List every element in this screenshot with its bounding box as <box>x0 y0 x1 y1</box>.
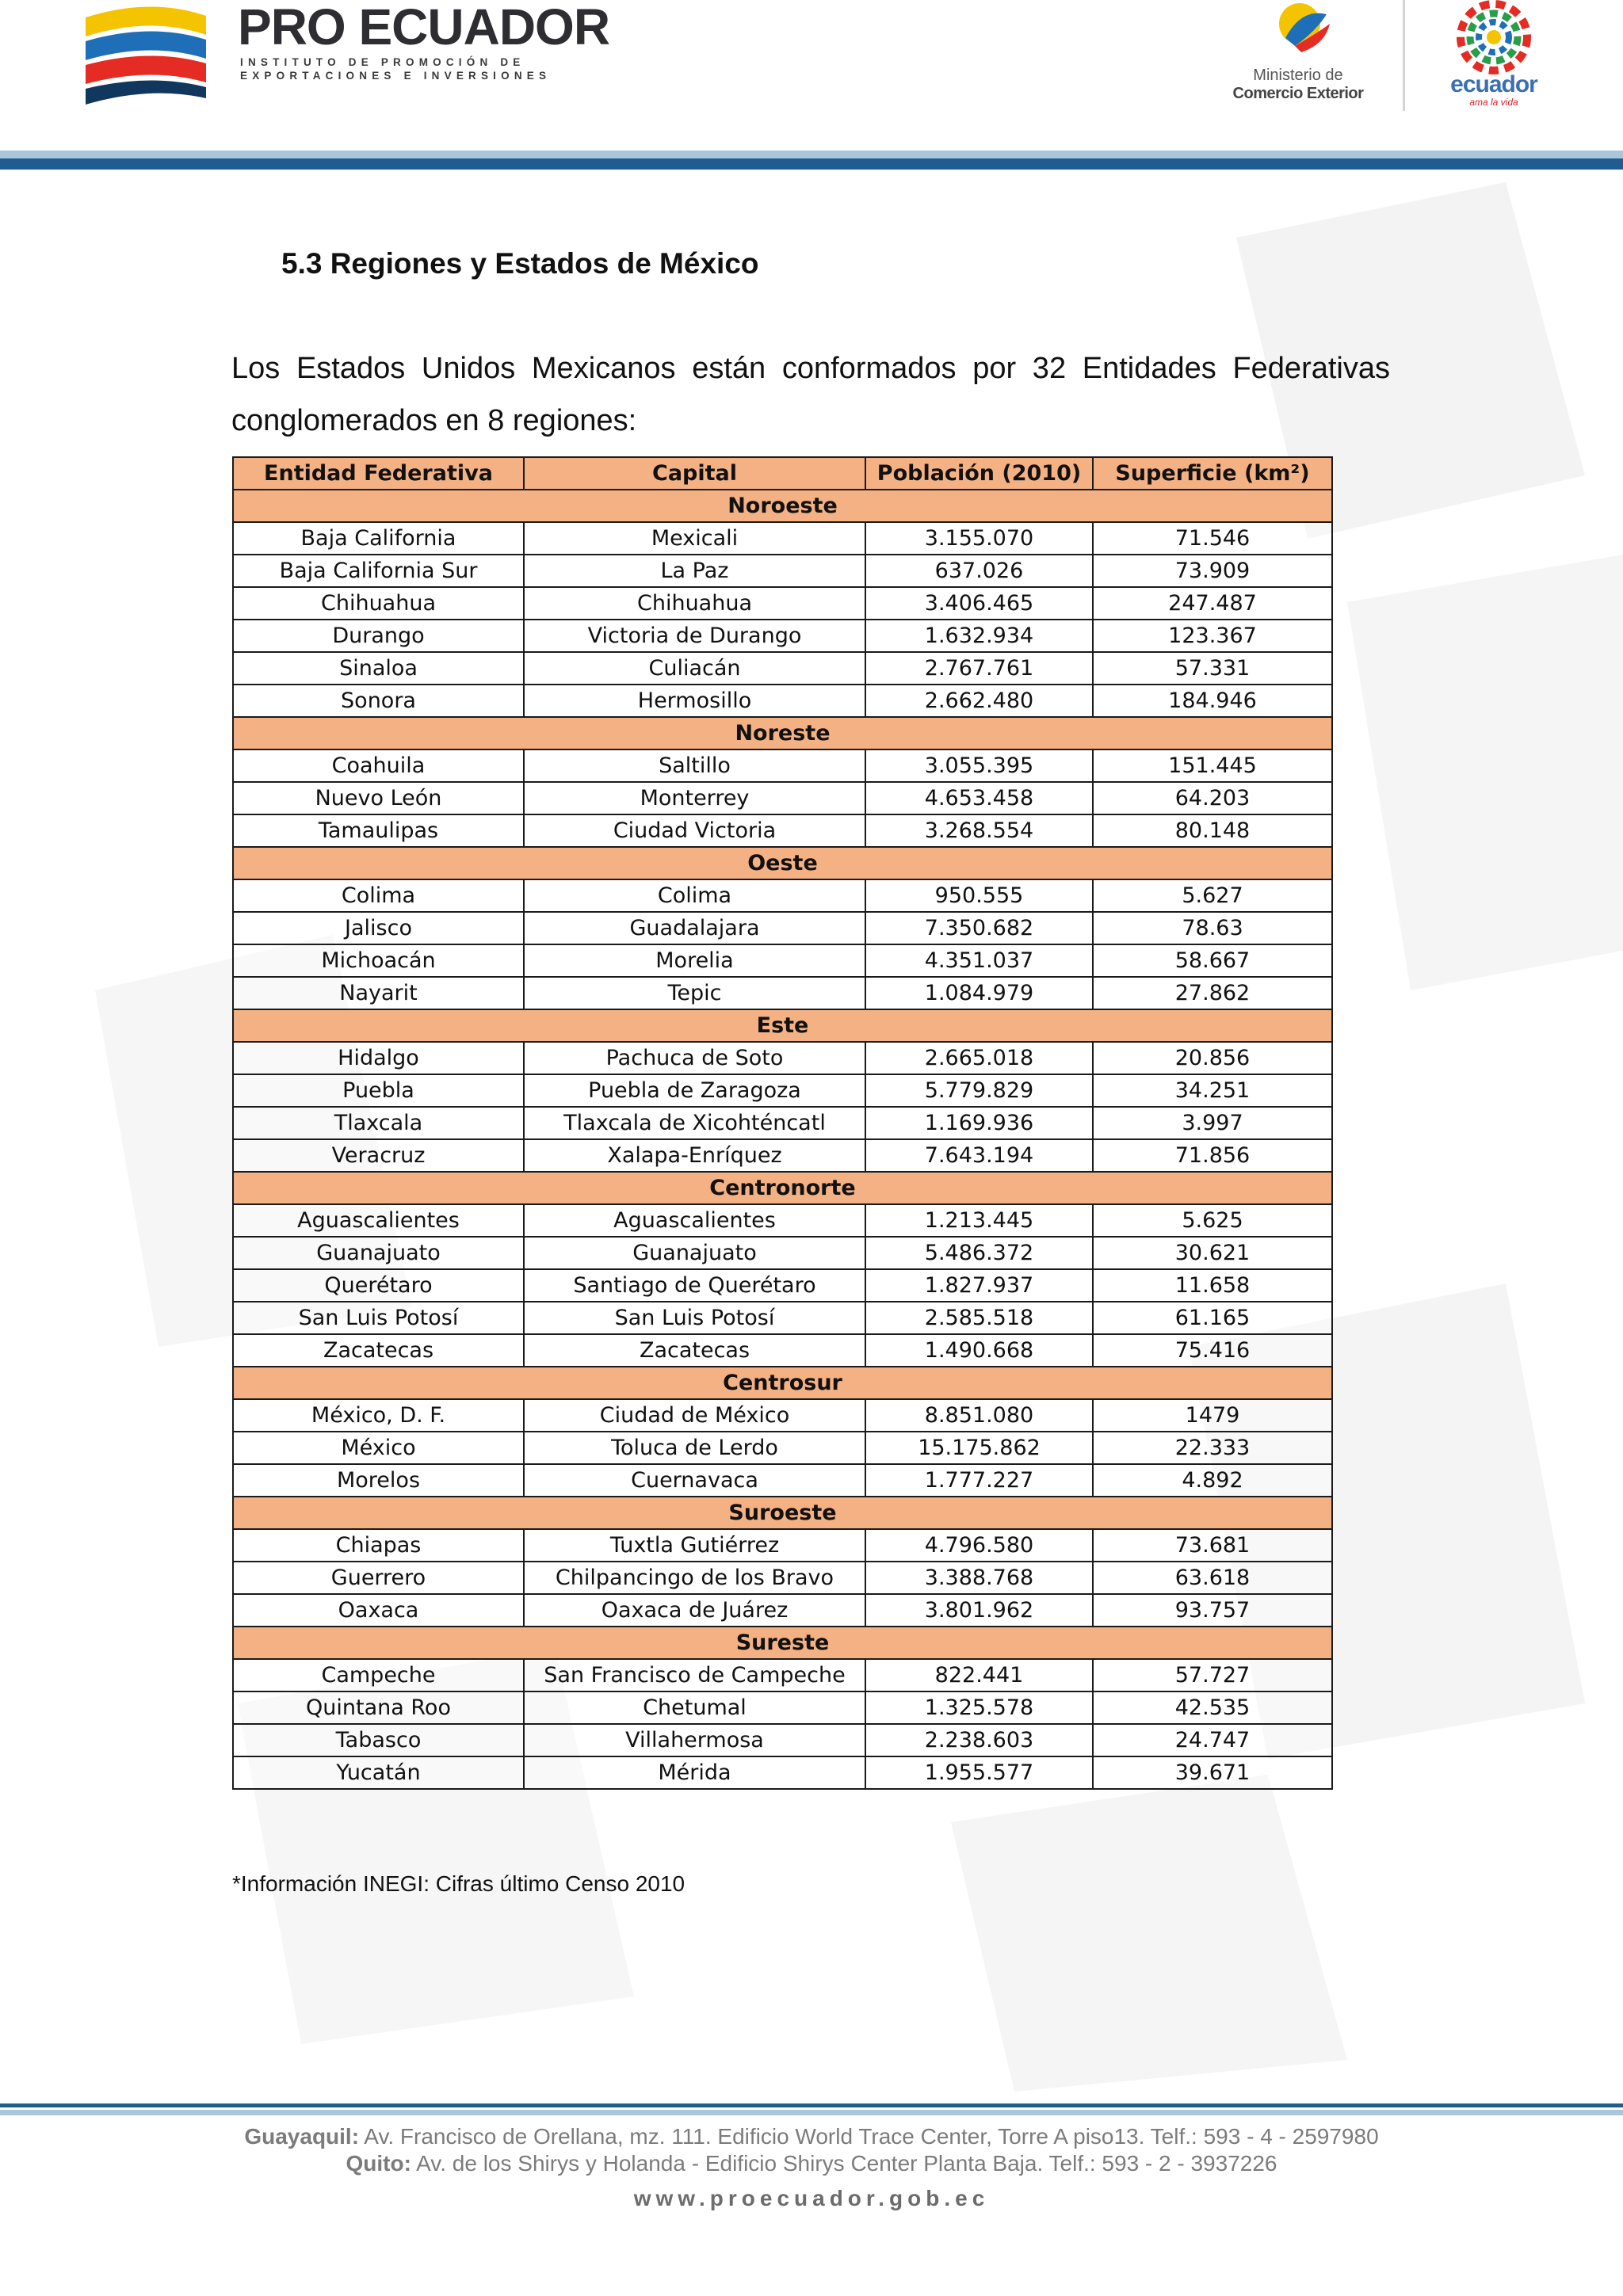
area-cell: 75.416 <box>1093 1334 1332 1367</box>
region-row <box>233 1367 1332 1399</box>
entity-name-cell: Morelos <box>233 1464 524 1497</box>
population-cell: 2.767.761 <box>865 652 1093 685</box>
footer-quito-text: Av. de los Shirys y Holanda - Edificio Shirys Center Planta Baja. Telf.: 593 - 2 - 3937226 <box>411 2151 1277 2176</box>
table-row <box>233 522 1332 555</box>
table-row <box>233 1724 1332 1756</box>
table-row <box>233 1302 1332 1334</box>
area-cell: 5.627 <box>1093 879 1332 912</box>
population-cell: 637.026 <box>865 555 1093 587</box>
population-cell: 3.801.962 <box>865 1594 1093 1627</box>
federal-entities-table <box>232 456 1333 1790</box>
area-cell: 64.203 <box>1093 782 1332 814</box>
table-row <box>233 879 1332 912</box>
region-name: Suroeste <box>233 1497 1332 1529</box>
table-row <box>233 1139 1332 1172</box>
capital-cell: Morelia <box>524 944 865 977</box>
capital-cell: Hermosillo <box>524 685 865 717</box>
population-cell: 822.441 <box>865 1659 1093 1691</box>
population-cell: 1.955.577 <box>865 1756 1093 1789</box>
capital-cell: Santiago de Querétaro <box>524 1269 865 1302</box>
region-row <box>233 490 1332 522</box>
ecuador-brand-flower-icon <box>1447 0 1541 75</box>
area-cell: 57.727 <box>1093 1659 1332 1691</box>
capital-cell: Cuernavaca <box>524 1464 865 1497</box>
table-row <box>233 1074 1332 1107</box>
region-row <box>233 847 1332 879</box>
area-cell: 247.487 <box>1093 587 1332 620</box>
capital-cell: La Paz <box>524 555 865 587</box>
entity-name-cell: Jalisco <box>233 912 524 944</box>
header-superficie: Superficie (km²) <box>1093 457 1332 490</box>
capital-cell: Chilpancingo de los Bravo <box>524 1562 865 1594</box>
population-cell: 1.490.668 <box>865 1334 1093 1367</box>
table-row <box>233 1269 1332 1302</box>
population-cell: 3.155.070 <box>865 522 1093 555</box>
population-cell: 2.665.018 <box>865 1042 1093 1074</box>
entity-name-cell: Coahuila <box>233 749 524 782</box>
entity-name-cell: Oaxaca <box>233 1594 524 1627</box>
population-cell: 3.055.395 <box>865 749 1093 782</box>
capital-cell: Monterrey <box>524 782 865 814</box>
population-cell: 2.585.518 <box>865 1302 1093 1334</box>
ministry-label-line2: Comercio Exterior <box>1232 85 1364 102</box>
table-row <box>233 1399 1332 1432</box>
intro-paragraph: Los Estados Unidos Mexicanos están conformados por 32 Entidades Federativas conglomerados en 8 regiones: <box>231 352 1390 437</box>
entity-name-cell: Sinaloa <box>233 652 524 685</box>
footer-website-link[interactable]: www.proecuador.gob.ec <box>633 2186 990 2210</box>
population-cell: 8.851.080 <box>865 1399 1093 1432</box>
capital-cell: Villahermosa <box>524 1724 865 1756</box>
entity-name-cell: Guerrero <box>233 1562 524 1594</box>
source-footnote: *Información INEGI: Cifras último Censo 2010 <box>232 1871 685 1896</box>
population-cell: 3.268.554 <box>865 814 1093 847</box>
area-cell: 71.856 <box>1093 1139 1332 1172</box>
capital-cell: Ciudad Victoria <box>524 814 865 847</box>
entity-name-cell: Veracruz <box>233 1139 524 1172</box>
entity-name-cell: Durango <box>233 620 524 652</box>
entity-name-cell: Michoacán <box>233 944 524 977</box>
header-divider <box>1403 0 1405 111</box>
table-row <box>233 685 1332 717</box>
capital-cell: Guanajuato <box>524 1237 865 1269</box>
capital-cell: Aguascalientes <box>524 1204 865 1237</box>
table-row <box>233 1529 1332 1562</box>
region-row <box>233 717 1332 749</box>
table-row <box>233 1464 1332 1497</box>
capital-cell: Oaxaca de Juárez <box>524 1594 865 1627</box>
capital-cell: Tuxtla Gutiérrez <box>524 1529 865 1562</box>
region-name: Oeste <box>233 847 1332 879</box>
population-cell: 1.325.578 <box>865 1691 1093 1724</box>
capital-cell: Tlaxcala de Xicohténcatl <box>524 1107 865 1139</box>
area-cell: 39.671 <box>1093 1756 1332 1789</box>
table-body <box>233 490 1332 1789</box>
region-name: Sureste <box>233 1627 1332 1659</box>
table-row <box>233 782 1332 814</box>
area-cell: 58.667 <box>1093 944 1332 977</box>
table-row <box>233 1659 1332 1691</box>
area-cell: 5.625 <box>1093 1204 1332 1237</box>
population-cell: 1.777.227 <box>865 1464 1093 1497</box>
area-cell: 24.747 <box>1093 1724 1332 1756</box>
footer-quito-address <box>0 2150 1623 2177</box>
entity-name-cell: Nuevo León <box>233 782 524 814</box>
footer-guayaquil-text: Av. Francisco de Orellana, mz. 111. Edificio World Trace Center, Torre A piso13. Telf.: 593 - 4 - 2597980 <box>359 2124 1379 2149</box>
entity-name-cell: San Luis Potosí <box>233 1302 524 1334</box>
population-cell: 4.351.037 <box>865 944 1093 977</box>
population-cell: 1.084.979 <box>865 977 1093 1009</box>
table-row <box>233 620 1332 652</box>
area-cell: 11.658 <box>1093 1269 1332 1302</box>
footer-guayaquil-city: Guayaquil: <box>244 2124 360 2149</box>
population-cell: 1.632.934 <box>865 620 1093 652</box>
table-row <box>233 977 1332 1009</box>
page-footer <box>0 2123 1623 2212</box>
table-row <box>233 814 1332 847</box>
population-cell: 1.827.937 <box>865 1269 1093 1302</box>
area-cell: 184.946 <box>1093 685 1332 717</box>
region-name: Centrosur <box>233 1367 1332 1399</box>
capital-cell: San Francisco de Campeche <box>524 1659 865 1691</box>
header-poblacion: Población (2010) <box>865 457 1093 490</box>
pro-ecuador-logo-title: PRO ECUADOR <box>238 0 610 55</box>
entity-name-cell: Tabasco <box>233 1724 524 1756</box>
section-title: 5.3 Regiones y Estados de México <box>281 247 759 280</box>
header-dark-stripe <box>0 158 1623 170</box>
footer-dark-stripe <box>0 2103 1623 2107</box>
capital-cell: Mérida <box>524 1756 865 1789</box>
capital-cell: Puebla de Zaragoza <box>524 1074 865 1107</box>
entity-name-cell: Campeche <box>233 1659 524 1691</box>
area-cell: 3.997 <box>1093 1107 1332 1139</box>
capital-cell: Chihuahua <box>524 587 865 620</box>
region-name: Este <box>233 1009 1332 1042</box>
capital-cell: Xalapa-Enríquez <box>524 1139 865 1172</box>
entity-name-cell: México, D. F. <box>233 1399 524 1432</box>
table-header-row <box>233 457 1332 490</box>
area-cell: 151.445 <box>1093 749 1332 782</box>
table-row <box>233 1204 1332 1237</box>
capital-cell: Saltillo <box>524 749 865 782</box>
capital-cell: Tepic <box>524 977 865 1009</box>
ecuador-brand-word: ecuador <box>1450 71 1537 97</box>
area-cell: 22.333 <box>1093 1432 1332 1464</box>
entity-name-cell: Chiapas <box>233 1529 524 1562</box>
area-cell: 1479 <box>1093 1399 1332 1432</box>
area-cell: 42.535 <box>1093 1691 1332 1724</box>
region-row <box>233 1009 1332 1042</box>
area-cell: 93.757 <box>1093 1594 1332 1627</box>
header-entidad-federativa: Entidad Federativa <box>233 457 524 490</box>
entity-name-cell: Tamaulipas <box>233 814 524 847</box>
area-cell: 20.856 <box>1093 1042 1332 1074</box>
ministry-label <box>1211 67 1385 103</box>
entity-name-cell: Hidalgo <box>233 1042 524 1074</box>
ecuador-brand-tagline: ama la vida <box>1469 97 1518 108</box>
area-cell: 123.367 <box>1093 620 1332 652</box>
table-row <box>233 1237 1332 1269</box>
table-row <box>233 555 1332 587</box>
footer-guayaquil-address <box>0 2123 1623 2150</box>
entity-name-cell: Baja California <box>233 522 524 555</box>
population-cell: 4.796.580 <box>865 1529 1093 1562</box>
population-cell: 5.779.829 <box>865 1074 1093 1107</box>
capital-cell: Zacatecas <box>524 1334 865 1367</box>
capital-cell: Chetumal <box>524 1691 865 1724</box>
page-header <box>0 0 1623 178</box>
capital-cell: Culiacán <box>524 652 865 685</box>
entity-name-cell: Querétaro <box>233 1269 524 1302</box>
entity-name-cell: Colima <box>233 879 524 912</box>
entity-name-cell: Quintana Roo <box>233 1691 524 1724</box>
table-row <box>233 1562 1332 1594</box>
region-name: Noroeste <box>233 490 1332 522</box>
table-row <box>233 652 1332 685</box>
capital-cell: Victoria de Durango <box>524 620 865 652</box>
table-row <box>233 1107 1332 1139</box>
area-cell: 71.546 <box>1093 522 1332 555</box>
population-cell: 7.643.194 <box>865 1139 1093 1172</box>
capital-cell: San Luis Potosí <box>524 1302 865 1334</box>
footer-quito-city: Quito: <box>346 2151 411 2176</box>
table-row <box>233 1756 1332 1789</box>
capital-cell: Ciudad de México <box>524 1399 865 1432</box>
table-row <box>233 1594 1332 1627</box>
area-cell: 30.621 <box>1093 1237 1332 1269</box>
region-name: Centronorte <box>233 1172 1332 1204</box>
area-cell: 27.862 <box>1093 977 1332 1009</box>
population-cell: 5.486.372 <box>865 1237 1093 1269</box>
population-cell: 7.350.682 <box>865 912 1093 944</box>
area-cell: 61.165 <box>1093 1302 1332 1334</box>
area-cell: 4.892 <box>1093 1464 1332 1497</box>
area-cell: 57.331 <box>1093 652 1332 685</box>
entity-name-cell: Zacatecas <box>233 1334 524 1367</box>
footer-light-stripe <box>0 2110 1623 2115</box>
area-cell: 73.909 <box>1093 555 1332 587</box>
region-name: Noreste <box>233 717 1332 749</box>
area-cell: 78.63 <box>1093 912 1332 944</box>
entity-name-cell: Sonora <box>233 685 524 717</box>
table-row <box>233 1691 1332 1724</box>
population-cell: 1.213.445 <box>865 1204 1093 1237</box>
capital-cell: Mexicali <box>524 522 865 555</box>
area-cell: 80.148 <box>1093 814 1332 847</box>
ministry-emblem-icon <box>1254 0 1341 63</box>
region-row <box>233 1627 1332 1659</box>
population-cell: 1.169.936 <box>865 1107 1093 1139</box>
capital-cell: Colima <box>524 879 865 912</box>
entity-name-cell: Guanajuato <box>233 1237 524 1269</box>
entity-name-cell: Puebla <box>233 1074 524 1107</box>
ministry-label-line1: Ministerio de <box>1253 67 1343 84</box>
capital-cell: Guadalajara <box>524 912 865 944</box>
region-row <box>233 1172 1332 1204</box>
population-cell: 3.388.768 <box>865 1562 1093 1594</box>
table-row <box>233 1432 1332 1464</box>
entity-name-cell: Nayarit <box>233 977 524 1009</box>
population-cell: 2.662.480 <box>865 685 1093 717</box>
entity-name-cell: Aguascalientes <box>233 1204 524 1237</box>
table-row <box>233 587 1332 620</box>
population-cell: 3.406.465 <box>865 587 1093 620</box>
entity-name-cell: Chihuahua <box>233 587 524 620</box>
table-row <box>233 1334 1332 1367</box>
area-cell: 63.618 <box>1093 1562 1332 1594</box>
table-row <box>233 749 1332 782</box>
entity-name-cell: Yucatán <box>233 1756 524 1789</box>
pro-ecuador-logo-icon <box>79 0 218 119</box>
area-cell: 73.681 <box>1093 1529 1332 1562</box>
pro-ecuador-logo-subtitle: INSTITUTO DE PROMOCIÓN DE EXPORTACIONES E INVERSIONES <box>240 56 552 82</box>
population-cell: 15.175.862 <box>865 1432 1093 1464</box>
header-capital: Capital <box>524 457 865 490</box>
capital-cell: Pachuca de Soto <box>524 1042 865 1074</box>
entity-name-cell: México <box>233 1432 524 1464</box>
population-cell: 950.555 <box>865 879 1093 912</box>
entity-name-cell: Baja California Sur <box>233 555 524 587</box>
table-row <box>233 1042 1332 1074</box>
table-row <box>233 912 1332 944</box>
capital-cell: Toluca de Lerdo <box>524 1432 865 1464</box>
population-cell: 2.238.603 <box>865 1724 1093 1756</box>
population-cell: 4.653.458 <box>865 782 1093 814</box>
entity-name-cell: Tlaxcala <box>233 1107 524 1139</box>
area-cell: 34.251 <box>1093 1074 1332 1107</box>
table-row <box>233 944 1332 977</box>
header-light-stripe <box>0 151 1623 158</box>
region-row <box>233 1497 1332 1529</box>
